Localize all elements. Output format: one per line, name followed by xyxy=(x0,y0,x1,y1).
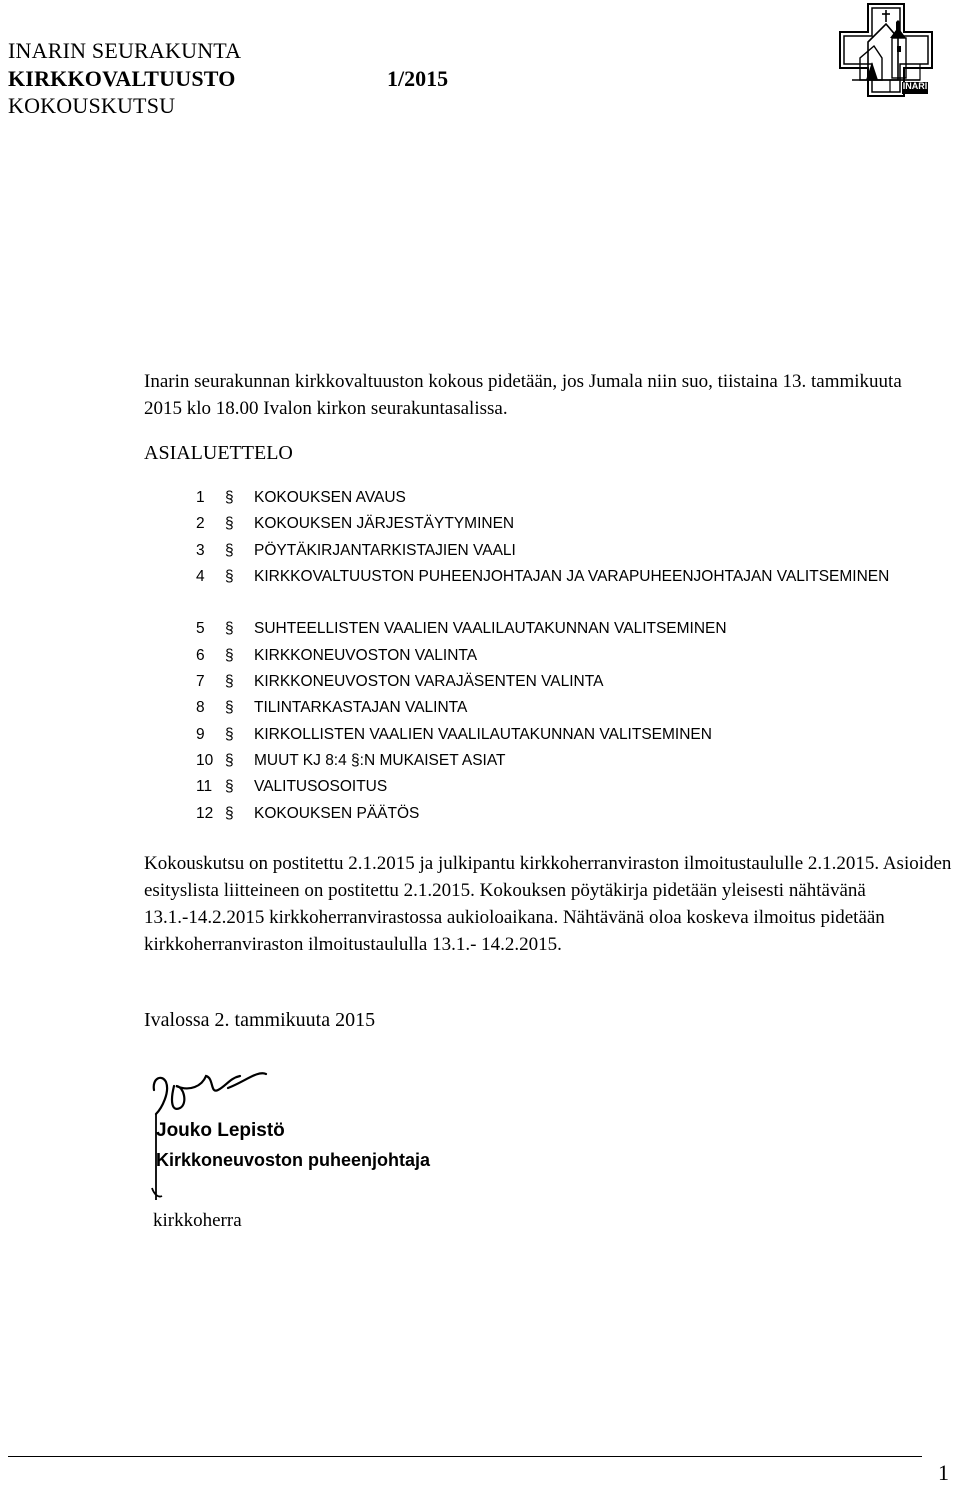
place-date: Ivalossa 2. tammikuuta 2015 xyxy=(144,1009,376,1031)
agenda-item-number: 12 xyxy=(196,804,214,822)
agenda-item-text: KOKOUKSEN AVAUS xyxy=(254,489,406,506)
agenda-item-text: TILINTARKASTAJAN VALINTA xyxy=(254,699,468,717)
page-number: 1 xyxy=(938,1460,949,1485)
signer-role: kirkkoherra xyxy=(153,1210,242,1231)
signature-title: Kirkkoneuvoston puheenjohtaja xyxy=(156,1150,431,1170)
footer-rule xyxy=(8,1456,922,1457)
agenda-item-text: KIRKOLLISTEN VAALIEN VAALILAUTAKUNNAN VALITSEMINEN xyxy=(254,725,712,743)
section-sign: § xyxy=(225,751,234,769)
agenda-item-text: KIRKKONEUVOSTON VALINTA xyxy=(254,646,478,664)
agenda-item-number: 6 xyxy=(196,646,205,664)
header-number: 1/2015 xyxy=(387,66,449,91)
agenda-item-number: 8 xyxy=(196,699,205,717)
header-org: INARIN SEURAKUNTA xyxy=(8,38,242,63)
agenda-item-number: 4 xyxy=(196,567,205,585)
agenda-item-text: MUUT KJ 8:4 §:N MUKAISET ASIAT xyxy=(254,751,506,769)
signature-name: Jouko Lepistö xyxy=(156,1120,285,1141)
agenda-item-text: KOKOUKSEN PÄÄTÖS xyxy=(254,804,420,822)
agenda-item-number: 1 xyxy=(196,489,205,506)
section-sign: § xyxy=(225,673,234,691)
section-sign: § xyxy=(225,620,234,638)
section-sign: § xyxy=(225,778,234,796)
section-sign: § xyxy=(225,804,234,822)
agenda-item-text: KIRKKONEUVOSTON VARAJÄSENTEN VALINTA xyxy=(254,673,604,691)
section-sign: § xyxy=(225,515,234,533)
header-doc-type: KOKOUSKUTSU xyxy=(8,93,176,118)
header-body: KIRKKOVALTUUSTO xyxy=(8,66,236,91)
section-sign: § xyxy=(225,699,234,717)
agenda-item-number: 7 xyxy=(196,673,205,691)
agenda-item-number: 5 xyxy=(196,620,205,638)
section-sign: § xyxy=(225,646,234,664)
section-sign: § xyxy=(225,567,234,585)
notice-paragraph: Kokouskutsu on postitettu 2.1.2015 ja julkipantu kirkkoherranviraston ilmoitustaululle 2.1.2015. Asioiden esityslista liitteineen on postitettu 2.1.2015. Kokouksen pöytäkirja pidetään yleisesti nähtävänä 13.1.-14.2.2015 kirkkoherranvirastossa aukioloaikana. Nähtävänä oloa koskeva ilmoitus pidetään kirkkoherranviraston ilmoitustaululla 13.1.- 14.2.2015. xyxy=(144,853,952,955)
agenda-item-text: VALITUSOSOITUS xyxy=(254,778,388,796)
agenda-item-number: 2 xyxy=(196,515,205,533)
agenda-item-text: SUHTEELLISTEN VAALIEN VAALILAUTAKUNNAN VALITSEMINEN xyxy=(254,620,727,638)
agenda-item-number: 10 xyxy=(196,751,214,769)
agenda-title: ASIALUETTELO xyxy=(144,442,293,464)
agenda-item-text: PÖYTÄKIRJANTARKISTAJIEN VAALI xyxy=(254,541,516,559)
agenda-item-text: KIRKKOVALTUUSTON PUHEENJOHTAJAN JA VARAPUHEENJOHTAJAN VALITSEMINEN xyxy=(254,567,890,585)
section-sign: § xyxy=(225,489,234,506)
agenda-item-number: 11 xyxy=(196,778,213,796)
signature-stamp xyxy=(144,1068,474,1208)
agenda-item-number: 9 xyxy=(196,725,205,743)
section-sign: § xyxy=(225,725,234,743)
section-sign: § xyxy=(225,541,234,559)
intro-paragraph: Inarin seurakunnan kirkkovaltuuston kokous pidetään, jos Jumala niin suo, tiistaina 13. tammikuuta 2015 klo 18.00 Ivalon kirkon seurakuntasalissa. xyxy=(144,371,902,419)
agenda-item-text: KOKOUKSEN JÄRJESTÄYTYMINEN xyxy=(254,515,515,533)
logo-text: INARI xyxy=(902,81,928,91)
agenda-item-number: 3 xyxy=(196,541,205,559)
